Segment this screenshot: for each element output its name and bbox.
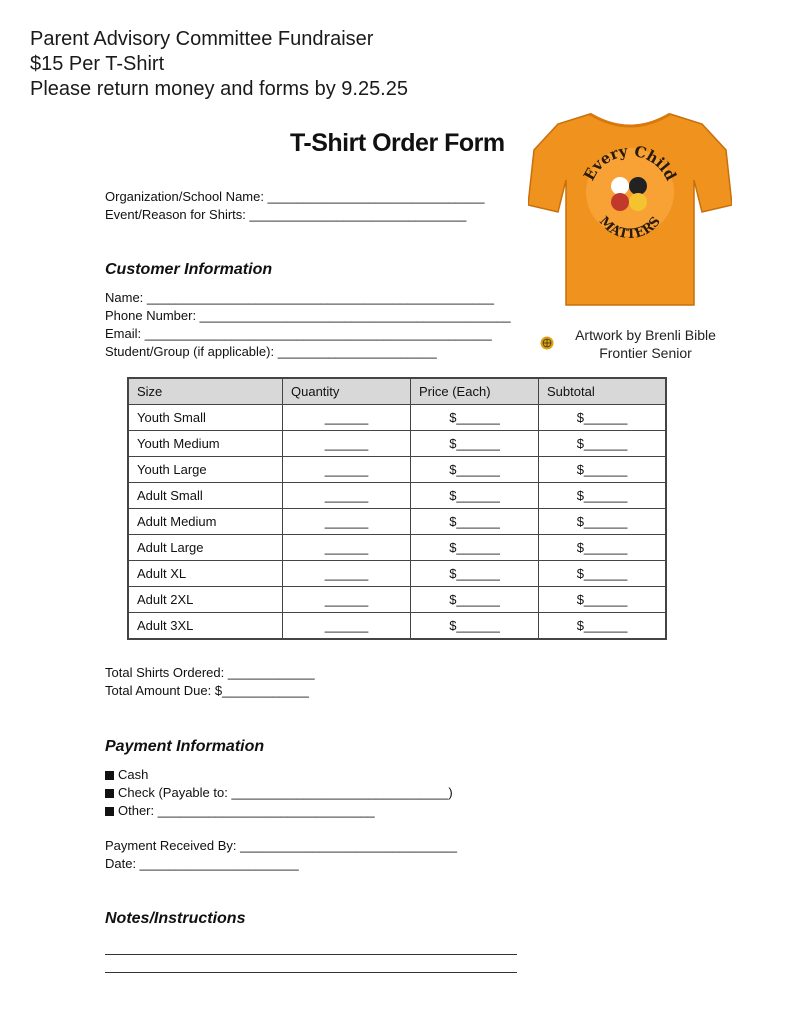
event-field[interactable]: Event/Reason for Shirts: ______________________________ [105, 207, 467, 222]
table-row [128, 587, 666, 613]
table-row [128, 561, 666, 587]
quantity-cell[interactable]: ______ [283, 535, 411, 561]
form-title: T-Shirt Order Form [290, 129, 505, 157]
table-row [128, 405, 666, 431]
table-header-row [128, 378, 666, 405]
payment-info-heading: Payment Information [105, 738, 265, 755]
size-cell: Adult Large [128, 535, 283, 561]
header-price: Price (Each) [411, 378, 539, 405]
table-row [128, 613, 666, 640]
table-row [128, 431, 666, 457]
price-cell[interactable]: $______ [411, 613, 539, 640]
customer-info-heading: Customer Information [105, 261, 273, 278]
quantity-cell[interactable]: ______ [283, 613, 411, 640]
checkbox-check[interactable] [105, 789, 114, 798]
payment-received-by-field[interactable]: Payment Received By: ______________________________ [105, 838, 458, 853]
subtotal-cell[interactable]: $______ [539, 483, 667, 509]
name-field[interactable]: Name: ________________________________________________ [105, 290, 494, 305]
size-cell: Youth Small [128, 405, 283, 431]
table-row [128, 483, 666, 509]
size-cell: Adult 3XL [128, 613, 283, 640]
artwork-credit [540, 326, 735, 362]
check-label: Check (Payable to: ______________________________) [118, 785, 453, 800]
fundraiser-header [30, 27, 408, 102]
price-cell[interactable]: $______ [411, 509, 539, 535]
size-cell: Adult 2XL [128, 587, 283, 613]
order-table [127, 377, 667, 640]
header-size: Size [128, 378, 283, 405]
price-cell[interactable]: $______ [411, 587, 539, 613]
header-line-3: Please return money and forms by 9.25.25 [30, 78, 408, 100]
size-cell: Adult XL [128, 561, 283, 587]
quantity-cell[interactable]: ______ [283, 509, 411, 535]
checkbox-other[interactable] [105, 807, 114, 816]
quantity-cell[interactable]: ______ [283, 561, 411, 587]
table-row [128, 535, 666, 561]
notes-heading: Notes/Instructions [105, 910, 246, 927]
subtotal-cell[interactable]: $______ [539, 587, 667, 613]
subtotal-cell[interactable]: $______ [539, 431, 667, 457]
subtotal-cell[interactable]: $______ [539, 509, 667, 535]
globe-icon [540, 336, 554, 350]
checkbox-cash[interactable] [105, 771, 114, 780]
logo-bottom-text: MATTERS [596, 213, 664, 243]
header-subtotal: Subtotal [539, 378, 667, 405]
other-option[interactable] [105, 802, 375, 820]
subtotal-cell[interactable]: $______ [539, 405, 667, 431]
other-label: Other: ______________________________ [118, 803, 375, 818]
quantity-cell[interactable]: ______ [283, 431, 411, 457]
cash-label: Cash [118, 767, 149, 782]
student-group-field[interactable]: Student/Group (if applicable): ______________________ [105, 344, 437, 359]
cash-option[interactable] [105, 766, 148, 784]
quantity-cell[interactable]: ______ [283, 483, 411, 509]
credit-line-2: Frontier Senior [599, 345, 692, 361]
subtotal-cell[interactable]: $______ [539, 535, 667, 561]
notes-line-1[interactable] [105, 954, 517, 955]
price-cell[interactable]: $______ [411, 561, 539, 587]
quantity-cell[interactable]: ______ [283, 457, 411, 483]
header-line-1: Parent Advisory Committee Fundraiser [30, 28, 374, 50]
table-row [128, 509, 666, 535]
size-cell: Adult Medium [128, 509, 283, 535]
price-cell[interactable]: $______ [411, 405, 539, 431]
subtotal-cell[interactable]: $______ [539, 457, 667, 483]
total-amount-field[interactable]: Total Amount Due: $____________ [105, 683, 309, 698]
header-quantity: Quantity [283, 378, 411, 405]
tshirt-image [528, 110, 732, 320]
table-row [128, 457, 666, 483]
notes-line-2[interactable] [105, 972, 517, 973]
phone-field[interactable]: Phone Number: ___________________________________________ [105, 308, 511, 323]
price-cell[interactable]: $______ [411, 535, 539, 561]
price-cell[interactable]: $______ [411, 483, 539, 509]
org-name-field[interactable]: Organization/School Name: ______________________________ [105, 189, 485, 204]
price-cell[interactable]: $______ [411, 457, 539, 483]
size-cell: Youth Large [128, 457, 283, 483]
email-field[interactable]: Email: ________________________________________________ [105, 326, 492, 341]
size-cell: Adult Small [128, 483, 283, 509]
total-shirts-field[interactable]: Total Shirts Ordered: ____________ [105, 665, 315, 680]
check-option[interactable] [105, 784, 453, 802]
header-line-2: $15 Per T-Shirt [30, 53, 165, 75]
date-field[interactable]: Date: ______________________ [105, 856, 299, 871]
credit-line-1: Artwork by Brenli Bible [575, 327, 716, 343]
quantity-cell[interactable]: ______ [283, 587, 411, 613]
price-cell[interactable]: $______ [411, 431, 539, 457]
size-cell: Youth Medium [128, 431, 283, 457]
subtotal-cell[interactable]: $______ [539, 613, 667, 640]
quantity-cell[interactable]: ______ [283, 405, 411, 431]
subtotal-cell[interactable]: $______ [539, 561, 667, 587]
logo-top-text: Every Child [580, 141, 681, 184]
